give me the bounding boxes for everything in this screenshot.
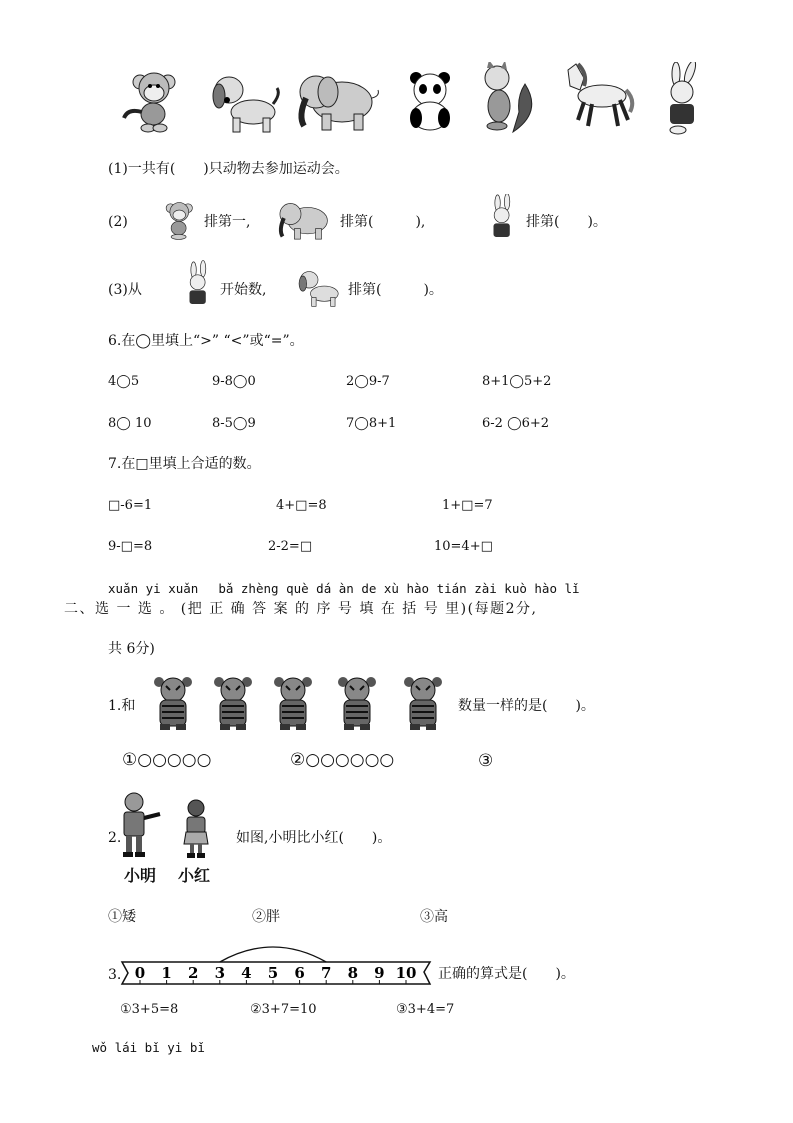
- panda-picture: [402, 70, 458, 132]
- elephant-icon: [272, 196, 334, 244]
- compare-item: 2◯9-7: [346, 374, 390, 389]
- mc3-question: 正确的算式是( )。: [438, 966, 575, 982]
- ruler-tick-label: 1: [161, 964, 172, 982]
- q3-dog-rank: 排第( )。: [348, 282, 443, 298]
- dog-picture: [205, 70, 281, 136]
- mc2-number: 2.: [108, 830, 122, 846]
- option-label: ①: [122, 750, 138, 770]
- rabbit-picture: [656, 62, 712, 136]
- compare-item: 8◯ 10: [108, 416, 152, 431]
- ruler-tick-label: 8: [347, 964, 359, 982]
- circle-group: ○○○○○○: [305, 750, 395, 770]
- q2-first: 排第一,: [204, 214, 251, 230]
- ruler-tick-label: 9: [374, 964, 385, 982]
- squirrel-picture: [473, 62, 537, 134]
- ruler-tick-label: 3: [214, 964, 226, 982]
- compare-item: 9-8◯0: [212, 374, 256, 389]
- compare-item: 7◯8+1: [346, 416, 397, 431]
- xiaohong-label: 小红: [178, 866, 211, 885]
- horse-picture: [558, 60, 636, 136]
- xiaoming-label: 小明: [124, 866, 157, 885]
- q2-elephant-rank: 排第( ),: [340, 214, 426, 230]
- monkey-icon: [158, 198, 198, 242]
- section6-title: 6.在◯里填上“>” “<”或“=”。: [108, 333, 304, 349]
- tiger-icon: [334, 674, 380, 732]
- ruler-tick-label: 5: [267, 964, 279, 982]
- tiger-icon: [150, 674, 196, 732]
- monkey-picture: [120, 68, 184, 134]
- section2-pinyin: xuǎn yi xuǎn bǎ zhèng què dá àn de xù hào tián zài kuò hào lǐ: [108, 581, 580, 596]
- ruler-tick-label: 7: [320, 964, 332, 982]
- mc3-number: 3.: [108, 967, 122, 983]
- section2-title: 二、选 一 选 。 (把 正 确 答 案 的 序 号 填 在 括 号 里)(每题2分,: [64, 601, 538, 617]
- tiger-icon: [210, 674, 256, 732]
- section7-title: 7.在□里填上合适的数。: [108, 456, 261, 472]
- mc3-option: ①3+5=8: [120, 1002, 179, 1017]
- mc2-option: ①矮: [108, 909, 136, 925]
- mc1-option-2: [290, 750, 394, 770]
- tiger-icon: [270, 674, 316, 732]
- compare-item: 4◯5: [108, 374, 140, 389]
- compare-item: 8+1◯5+2: [482, 374, 552, 389]
- q3-number: (3)从: [108, 282, 142, 298]
- xiaoming-figure: [118, 792, 164, 860]
- compare-item: 6-2 ◯6+2: [482, 416, 550, 431]
- q2-number: (2): [108, 214, 128, 230]
- option-label: ②: [290, 750, 306, 770]
- fill-item: 2-2=□: [268, 539, 313, 554]
- mc1-option-1: [122, 750, 211, 770]
- q2-rabbit-rank: 排第( )。: [526, 214, 607, 230]
- tiger-icon: [400, 674, 446, 732]
- fill-item: 9-□=8: [108, 539, 153, 554]
- fill-item: 4+□=8: [276, 498, 327, 513]
- circle-group: ○○○○○: [137, 750, 212, 770]
- fill-item: 10=4+□: [434, 539, 493, 554]
- fill-item: □-6=1: [108, 498, 153, 513]
- compare-item: 8-5◯9: [212, 416, 256, 431]
- rabbit-icon: [180, 260, 218, 314]
- mc2-option: ③高: [420, 909, 448, 925]
- xiaohong-figure: [180, 798, 212, 860]
- elephant-picture: [288, 68, 382, 134]
- q1-count-animals: (1)一共有( )只动物去参加运动会。: [108, 161, 349, 177]
- q3-start: 开始数,: [220, 282, 267, 298]
- section2-title-cont: 共 6分): [108, 641, 155, 657]
- mc3-option: ②3+7=10: [250, 1002, 317, 1017]
- ruler-tick-label: 6: [294, 964, 305, 982]
- ruler-tick-label: 10: [395, 964, 417, 982]
- rabbit-icon: [484, 194, 522, 246]
- number-line-ruler: [118, 940, 434, 990]
- mc2-option: ②胖: [252, 909, 280, 925]
- mc3-option: ③3+4=7: [396, 1002, 455, 1017]
- ruler-tick-label: 2: [187, 964, 199, 982]
- ruler-tick-label: 4: [241, 964, 252, 982]
- ruler-tick-label: 0: [134, 964, 146, 982]
- fill-item: 1+□=7: [442, 498, 493, 513]
- dog-icon: [294, 266, 342, 310]
- footer-pinyin: wǒ lái bǐ yi bǐ: [92, 1040, 205, 1055]
- mc1-number: 1.和: [108, 698, 136, 714]
- jump-arc: [220, 947, 326, 962]
- mc2-question: 如图,小明比小红( )。: [236, 830, 392, 846]
- mc1-question: 数量一样的是( )。: [458, 698, 595, 714]
- mc1-option-3: ③: [478, 751, 494, 771]
